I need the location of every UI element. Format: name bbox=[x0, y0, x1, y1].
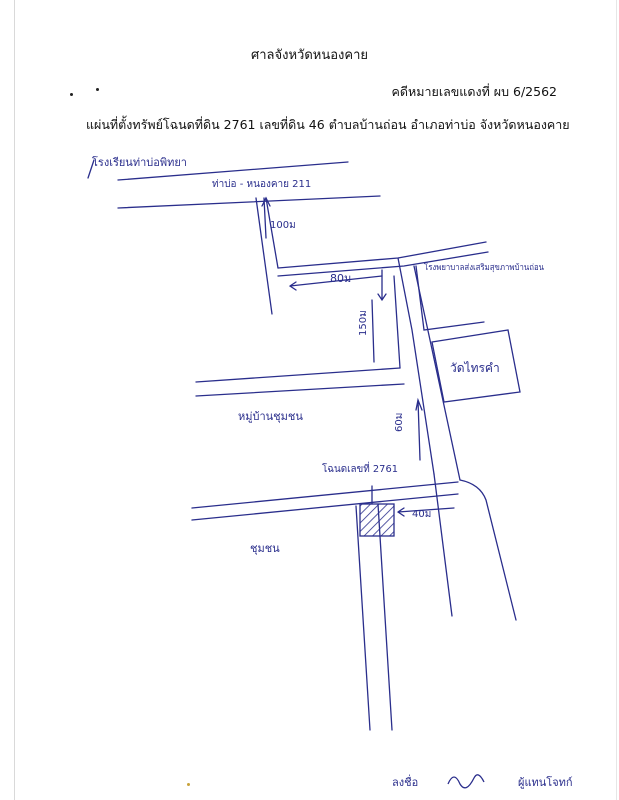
road-east-curve bbox=[460, 480, 516, 620]
road-east-edge-a bbox=[398, 258, 434, 474]
dim-line-60 bbox=[416, 400, 422, 460]
signature-area bbox=[390, 766, 610, 796]
label-village: หมู่บ้านชุมชน bbox=[238, 410, 303, 423]
label-parcel: โฉนดเลขที่ 2761 bbox=[322, 464, 400, 475]
road-west-edge-b bbox=[266, 198, 278, 268]
dim-line-150 bbox=[372, 300, 374, 362]
label-community: ชุมชน bbox=[250, 542, 280, 555]
label-distance-150: 150ม bbox=[358, 310, 369, 336]
label-distance-40: 40ม bbox=[412, 509, 432, 520]
label-distance-60: 60ม bbox=[394, 412, 405, 432]
label-temple: วัดไทรคำ bbox=[450, 361, 500, 375]
parcel-2761-hatched bbox=[360, 504, 394, 536]
dim-line-80-tick bbox=[378, 270, 386, 300]
signature-label: ลงชื่อ bbox=[392, 776, 419, 789]
road-south-vertical-b bbox=[378, 504, 392, 730]
court-name: ศาลจังหวัดหนองคาย bbox=[250, 48, 369, 63]
road-middle-edge-b bbox=[196, 384, 404, 396]
road-mid-edge bbox=[394, 276, 400, 368]
signature-representative: ผู้แทนโจทก์ bbox=[518, 776, 573, 789]
label-school-top: โรงเรียนท่าบ่อพิทยา bbox=[92, 156, 187, 169]
highway-edge-bottom bbox=[118, 196, 380, 208]
label-distance-100: 100ม bbox=[270, 220, 296, 231]
road-south-vertical-a bbox=[356, 506, 370, 730]
road-south-edge-a bbox=[192, 482, 458, 508]
label-highway: ท่าบ่อ - หนองคาย 211 bbox=[212, 179, 312, 190]
label-distance-80: 80ม bbox=[330, 272, 352, 285]
road-middle-edge-a bbox=[196, 368, 400, 382]
document-title: แผ่นที่ตั้งทรัพย์โฉนดที่ดิน 2761 เลขที่ดิน 46 ตำบลบ้านถ่อน อำเภอท่าบ่อ จังหวัดหนองคาย bbox=[86, 117, 570, 132]
handwritten-signatures bbox=[390, 766, 610, 796]
case-number: คดีหมายเลขแดงที่ ผบ 6/2562 bbox=[391, 84, 557, 99]
label-hospital: โรงพยาบาลส่งเสริมสุขภาพบ้านถ่อน bbox=[424, 263, 555, 273]
